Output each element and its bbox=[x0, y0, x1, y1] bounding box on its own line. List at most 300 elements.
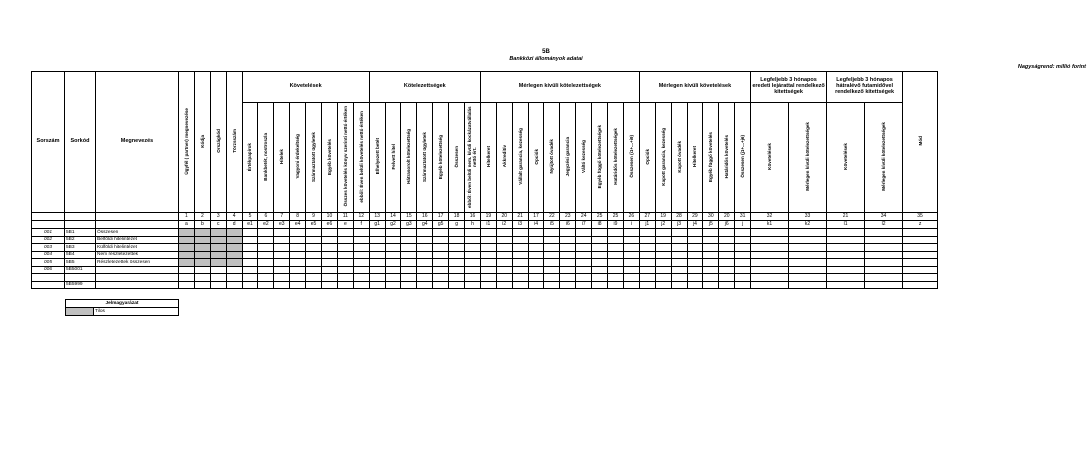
data-cell[interactable] bbox=[865, 236, 903, 244]
data-cell[interactable] bbox=[576, 281, 592, 289]
data-cell[interactable] bbox=[322, 274, 338, 282]
data-cell[interactable] bbox=[465, 281, 481, 289]
data-cell[interactable] bbox=[449, 236, 465, 244]
data-cell[interactable] bbox=[751, 244, 789, 252]
data-cell[interactable] bbox=[592, 229, 608, 237]
data-cell[interactable] bbox=[735, 236, 751, 244]
data-cell[interactable] bbox=[258, 274, 274, 282]
data-cell[interactable] bbox=[735, 229, 751, 237]
data-cell[interactable] bbox=[703, 266, 719, 274]
data-cell[interactable] bbox=[433, 281, 449, 289]
data-cell[interactable] bbox=[560, 229, 576, 237]
data-cell[interactable] bbox=[290, 259, 306, 267]
data-cell[interactable] bbox=[528, 229, 544, 237]
data-cell[interactable] bbox=[544, 229, 560, 237]
data-cell[interactable] bbox=[401, 281, 417, 289]
data-cell[interactable] bbox=[337, 236, 353, 244]
data-cell[interactable] bbox=[735, 266, 751, 274]
data-cell[interactable] bbox=[827, 244, 865, 252]
data-cell[interactable] bbox=[865, 229, 903, 237]
data-cell[interactable] bbox=[512, 229, 528, 237]
data-cell[interactable] bbox=[827, 229, 865, 237]
data-cell[interactable] bbox=[592, 259, 608, 267]
data-cell[interactable] bbox=[465, 266, 481, 274]
data-cell[interactable] bbox=[242, 244, 258, 252]
data-cell[interactable] bbox=[623, 236, 639, 244]
data-cell[interactable] bbox=[242, 229, 258, 237]
data-cell[interactable] bbox=[719, 251, 735, 259]
data-cell[interactable] bbox=[671, 259, 687, 267]
data-cell[interactable] bbox=[242, 281, 258, 289]
data-cell[interactable] bbox=[274, 236, 290, 244]
data-cell[interactable] bbox=[480, 266, 496, 274]
data-cell[interactable] bbox=[385, 229, 401, 237]
data-cell[interactable] bbox=[465, 236, 481, 244]
data-cell[interactable] bbox=[210, 266, 226, 274]
data-cell[interactable] bbox=[433, 251, 449, 259]
data-cell[interactable] bbox=[242, 274, 258, 282]
data-cell[interactable] bbox=[608, 229, 624, 237]
data-cell[interactable] bbox=[337, 274, 353, 282]
data-cell[interactable] bbox=[687, 266, 703, 274]
data-cell[interactable] bbox=[544, 281, 560, 289]
data-cell[interactable] bbox=[465, 259, 481, 267]
data-cell[interactable] bbox=[544, 236, 560, 244]
data-cell[interactable] bbox=[655, 281, 671, 289]
data-cell[interactable] bbox=[433, 236, 449, 244]
data-cell[interactable] bbox=[369, 266, 385, 274]
data-cell[interactable] bbox=[433, 266, 449, 274]
data-cell[interactable] bbox=[433, 259, 449, 267]
data-cell[interactable] bbox=[306, 229, 322, 237]
data-cell[interactable] bbox=[306, 274, 322, 282]
data-cell[interactable] bbox=[608, 274, 624, 282]
data-cell[interactable] bbox=[687, 236, 703, 244]
data-cell[interactable] bbox=[671, 236, 687, 244]
data-cell[interactable] bbox=[687, 274, 703, 282]
data-cell[interactable] bbox=[592, 274, 608, 282]
data-cell[interactable] bbox=[751, 266, 789, 274]
data-cell[interactable] bbox=[903, 236, 938, 244]
data-cell[interactable] bbox=[417, 244, 433, 252]
data-cell[interactable] bbox=[592, 266, 608, 274]
data-cell[interactable] bbox=[671, 266, 687, 274]
data-cell[interactable] bbox=[337, 266, 353, 274]
data-cell[interactable] bbox=[258, 281, 274, 289]
data-cell[interactable] bbox=[671, 244, 687, 252]
data-cell[interactable] bbox=[512, 251, 528, 259]
data-cell[interactable] bbox=[179, 274, 195, 282]
data-cell[interactable] bbox=[433, 274, 449, 282]
data-cell[interactable] bbox=[789, 251, 827, 259]
data-cell[interactable] bbox=[385, 259, 401, 267]
data-cell[interactable] bbox=[401, 244, 417, 252]
data-cell[interactable] bbox=[903, 229, 938, 237]
data-cell[interactable] bbox=[827, 236, 865, 244]
data-cell[interactable] bbox=[194, 274, 210, 282]
data-cell[interactable] bbox=[528, 244, 544, 252]
data-cell[interactable] bbox=[703, 244, 719, 252]
data-cell[interactable] bbox=[719, 259, 735, 267]
data-cell[interactable] bbox=[258, 259, 274, 267]
data-cell[interactable] bbox=[385, 251, 401, 259]
data-cell[interactable] bbox=[560, 259, 576, 267]
data-cell[interactable] bbox=[865, 244, 903, 252]
data-cell[interactable] bbox=[417, 281, 433, 289]
data-cell[interactable] bbox=[242, 236, 258, 244]
data-cell[interactable] bbox=[322, 244, 338, 252]
data-cell[interactable] bbox=[623, 274, 639, 282]
data-cell[interactable] bbox=[290, 229, 306, 237]
data-cell[interactable] bbox=[369, 259, 385, 267]
data-cell[interactable] bbox=[306, 236, 322, 244]
data-cell[interactable] bbox=[194, 281, 210, 289]
data-cell[interactable] bbox=[322, 259, 338, 267]
data-cell[interactable] bbox=[703, 236, 719, 244]
data-cell[interactable] bbox=[751, 236, 789, 244]
data-cell[interactable] bbox=[226, 274, 242, 282]
data-cell[interactable] bbox=[496, 236, 512, 244]
data-cell[interactable] bbox=[865, 274, 903, 282]
data-cell[interactable] bbox=[512, 259, 528, 267]
data-cell[interactable] bbox=[827, 259, 865, 267]
data-cell[interactable] bbox=[903, 274, 938, 282]
data-cell[interactable] bbox=[274, 229, 290, 237]
data-cell[interactable] bbox=[655, 266, 671, 274]
data-cell[interactable] bbox=[290, 244, 306, 252]
data-cell[interactable] bbox=[306, 244, 322, 252]
data-cell[interactable] bbox=[639, 244, 655, 252]
data-cell[interactable] bbox=[671, 274, 687, 282]
data-cell[interactable] bbox=[827, 274, 865, 282]
data-cell[interactable] bbox=[337, 244, 353, 252]
data-cell[interactable] bbox=[639, 266, 655, 274]
data-cell[interactable] bbox=[496, 274, 512, 282]
data-cell[interactable] bbox=[465, 244, 481, 252]
data-cell[interactable] bbox=[687, 259, 703, 267]
data-cell[interactable] bbox=[528, 266, 544, 274]
data-cell[interactable] bbox=[639, 259, 655, 267]
data-cell[interactable] bbox=[789, 281, 827, 289]
data-cell[interactable] bbox=[274, 281, 290, 289]
data-cell[interactable] bbox=[735, 274, 751, 282]
data-cell[interactable] bbox=[496, 266, 512, 274]
data-cell[interactable] bbox=[671, 229, 687, 237]
data-cell[interactable] bbox=[789, 266, 827, 274]
data-cell[interactable] bbox=[903, 251, 938, 259]
data-cell[interactable] bbox=[337, 281, 353, 289]
data-cell[interactable] bbox=[433, 244, 449, 252]
data-cell[interactable] bbox=[512, 266, 528, 274]
data-cell[interactable] bbox=[655, 259, 671, 267]
data-cell[interactable] bbox=[576, 266, 592, 274]
data-cell[interactable] bbox=[258, 236, 274, 244]
data-cell[interactable] bbox=[544, 274, 560, 282]
data-cell[interactable] bbox=[449, 229, 465, 237]
data-cell[interactable] bbox=[576, 274, 592, 282]
data-cell[interactable] bbox=[639, 251, 655, 259]
data-cell[interactable] bbox=[719, 229, 735, 237]
data-cell[interactable] bbox=[465, 251, 481, 259]
data-cell[interactable] bbox=[623, 266, 639, 274]
data-cell[interactable] bbox=[353, 259, 369, 267]
data-cell[interactable] bbox=[353, 229, 369, 237]
data-cell[interactable] bbox=[655, 251, 671, 259]
data-cell[interactable] bbox=[417, 251, 433, 259]
data-cell[interactable] bbox=[322, 236, 338, 244]
data-cell[interactable] bbox=[401, 229, 417, 237]
data-cell[interactable] bbox=[719, 236, 735, 244]
data-cell[interactable] bbox=[735, 244, 751, 252]
data-cell[interactable] bbox=[592, 236, 608, 244]
data-cell[interactable] bbox=[322, 229, 338, 237]
data-cell[interactable] bbox=[608, 244, 624, 252]
data-cell[interactable] bbox=[544, 251, 560, 259]
data-cell[interactable] bbox=[353, 236, 369, 244]
data-cell[interactable] bbox=[480, 251, 496, 259]
data-cell[interactable] bbox=[576, 259, 592, 267]
data-cell[interactable] bbox=[385, 236, 401, 244]
data-cell[interactable] bbox=[449, 281, 465, 289]
data-cell[interactable] bbox=[789, 274, 827, 282]
data-cell[interactable] bbox=[465, 274, 481, 282]
data-cell[interactable] bbox=[903, 266, 938, 274]
data-cell[interactable] bbox=[719, 281, 735, 289]
data-cell[interactable] bbox=[242, 266, 258, 274]
data-cell[interactable] bbox=[322, 266, 338, 274]
data-cell[interactable] bbox=[608, 259, 624, 267]
data-cell[interactable] bbox=[751, 251, 789, 259]
data-cell[interactable] bbox=[903, 244, 938, 252]
data-cell[interactable] bbox=[322, 251, 338, 259]
data-cell[interactable] bbox=[369, 274, 385, 282]
data-cell[interactable] bbox=[401, 236, 417, 244]
data-cell[interactable] bbox=[449, 251, 465, 259]
data-cell[interactable] bbox=[903, 259, 938, 267]
data-cell[interactable] bbox=[210, 274, 226, 282]
data-cell[interactable] bbox=[480, 281, 496, 289]
data-cell[interactable] bbox=[608, 251, 624, 259]
data-cell[interactable] bbox=[401, 259, 417, 267]
data-cell[interactable] bbox=[789, 236, 827, 244]
data-cell[interactable] bbox=[385, 281, 401, 289]
data-cell[interactable] bbox=[274, 266, 290, 274]
data-cell[interactable] bbox=[639, 236, 655, 244]
data-cell[interactable] bbox=[496, 244, 512, 252]
data-cell[interactable] bbox=[306, 281, 322, 289]
data-cell[interactable] bbox=[789, 244, 827, 252]
data-cell[interactable] bbox=[179, 266, 195, 274]
data-cell[interactable] bbox=[306, 251, 322, 259]
data-cell[interactable] bbox=[560, 266, 576, 274]
data-cell[interactable] bbox=[639, 274, 655, 282]
data-cell[interactable] bbox=[865, 251, 903, 259]
data-cell[interactable] bbox=[401, 251, 417, 259]
data-cell[interactable] bbox=[417, 259, 433, 267]
data-cell[interactable] bbox=[903, 281, 938, 289]
data-cell[interactable] bbox=[827, 281, 865, 289]
data-cell[interactable] bbox=[703, 274, 719, 282]
data-cell[interactable] bbox=[735, 259, 751, 267]
data-cell[interactable] bbox=[449, 259, 465, 267]
data-cell[interactable] bbox=[258, 266, 274, 274]
data-cell[interactable] bbox=[258, 244, 274, 252]
data-cell[interactable] bbox=[353, 244, 369, 252]
data-cell[interactable] bbox=[496, 229, 512, 237]
data-cell[interactable] bbox=[608, 281, 624, 289]
data-cell[interactable] bbox=[369, 236, 385, 244]
data-cell[interactable] bbox=[401, 266, 417, 274]
data-cell[interactable] bbox=[576, 244, 592, 252]
data-cell[interactable] bbox=[496, 251, 512, 259]
data-cell[interactable] bbox=[528, 274, 544, 282]
data-cell[interactable] bbox=[560, 274, 576, 282]
data-cell[interactable] bbox=[719, 244, 735, 252]
data-cell[interactable] bbox=[194, 266, 210, 274]
data-cell[interactable] bbox=[337, 259, 353, 267]
data-cell[interactable] bbox=[703, 229, 719, 237]
data-cell[interactable] bbox=[433, 229, 449, 237]
data-cell[interactable] bbox=[671, 281, 687, 289]
data-cell[interactable] bbox=[544, 266, 560, 274]
data-cell[interactable] bbox=[608, 236, 624, 244]
data-cell[interactable] bbox=[751, 274, 789, 282]
data-cell[interactable] bbox=[576, 251, 592, 259]
data-cell[interactable] bbox=[369, 244, 385, 252]
data-cell[interactable] bbox=[274, 259, 290, 267]
data-cell[interactable] bbox=[417, 274, 433, 282]
data-cell[interactable] bbox=[385, 274, 401, 282]
data-cell[interactable] bbox=[417, 266, 433, 274]
data-cell[interactable] bbox=[560, 281, 576, 289]
data-cell[interactable] bbox=[544, 244, 560, 252]
data-cell[interactable] bbox=[576, 229, 592, 237]
data-cell[interactable] bbox=[687, 229, 703, 237]
data-cell[interactable] bbox=[608, 266, 624, 274]
data-cell[interactable] bbox=[306, 266, 322, 274]
data-cell[interactable] bbox=[242, 259, 258, 267]
data-cell[interactable] bbox=[751, 259, 789, 267]
data-cell[interactable] bbox=[751, 281, 789, 289]
data-cell[interactable] bbox=[789, 229, 827, 237]
data-cell[interactable] bbox=[623, 229, 639, 237]
data-cell[interactable] bbox=[655, 236, 671, 244]
data-cell[interactable] bbox=[639, 229, 655, 237]
data-cell[interactable] bbox=[592, 244, 608, 252]
data-cell[interactable] bbox=[337, 251, 353, 259]
data-cell[interactable] bbox=[687, 244, 703, 252]
data-cell[interactable] bbox=[865, 259, 903, 267]
data-cell[interactable] bbox=[703, 259, 719, 267]
data-cell[interactable] bbox=[528, 281, 544, 289]
data-cell[interactable] bbox=[290, 274, 306, 282]
data-cell[interactable] bbox=[865, 266, 903, 274]
data-cell[interactable] bbox=[226, 266, 242, 274]
data-cell[interactable] bbox=[353, 281, 369, 289]
data-cell[interactable] bbox=[735, 251, 751, 259]
data-cell[interactable] bbox=[655, 244, 671, 252]
data-cell[interactable] bbox=[528, 251, 544, 259]
data-cell[interactable] bbox=[480, 236, 496, 244]
data-cell[interactable] bbox=[258, 229, 274, 237]
data-cell[interactable] bbox=[385, 266, 401, 274]
data-cell[interactable] bbox=[719, 274, 735, 282]
data-cell[interactable] bbox=[274, 274, 290, 282]
data-cell[interactable] bbox=[480, 244, 496, 252]
data-cell[interactable] bbox=[353, 251, 369, 259]
data-cell[interactable] bbox=[226, 281, 242, 289]
data-cell[interactable] bbox=[496, 259, 512, 267]
data-cell[interactable] bbox=[687, 251, 703, 259]
data-cell[interactable] bbox=[827, 251, 865, 259]
data-cell[interactable] bbox=[337, 229, 353, 237]
data-cell[interactable] bbox=[417, 229, 433, 237]
data-cell[interactable] bbox=[789, 259, 827, 267]
data-cell[interactable] bbox=[449, 274, 465, 282]
data-cell[interactable] bbox=[496, 281, 512, 289]
data-cell[interactable] bbox=[671, 251, 687, 259]
data-cell[interactable] bbox=[703, 251, 719, 259]
data-cell[interactable] bbox=[417, 236, 433, 244]
data-cell[interactable] bbox=[719, 266, 735, 274]
data-cell[interactable] bbox=[480, 229, 496, 237]
data-cell[interactable] bbox=[480, 259, 496, 267]
data-cell[interactable] bbox=[274, 251, 290, 259]
data-cell[interactable] bbox=[623, 259, 639, 267]
data-cell[interactable] bbox=[703, 281, 719, 289]
data-cell[interactable] bbox=[827, 266, 865, 274]
data-cell[interactable] bbox=[512, 236, 528, 244]
data-cell[interactable] bbox=[655, 229, 671, 237]
data-cell[interactable] bbox=[687, 281, 703, 289]
data-cell[interactable] bbox=[369, 281, 385, 289]
data-cell[interactable] bbox=[576, 236, 592, 244]
data-cell[interactable] bbox=[655, 274, 671, 282]
data-cell[interactable] bbox=[290, 236, 306, 244]
data-cell[interactable] bbox=[592, 281, 608, 289]
data-cell[interactable] bbox=[369, 229, 385, 237]
data-cell[interactable] bbox=[290, 266, 306, 274]
data-cell[interactable] bbox=[560, 251, 576, 259]
data-cell[interactable] bbox=[322, 281, 338, 289]
data-cell[interactable] bbox=[258, 251, 274, 259]
data-cell[interactable] bbox=[449, 244, 465, 252]
data-cell[interactable] bbox=[385, 244, 401, 252]
data-cell[interactable] bbox=[512, 281, 528, 289]
data-cell[interactable] bbox=[751, 229, 789, 237]
data-cell[interactable] bbox=[274, 244, 290, 252]
data-cell[interactable] bbox=[210, 281, 226, 289]
data-cell[interactable] bbox=[639, 281, 655, 289]
data-cell[interactable] bbox=[735, 281, 751, 289]
data-cell[interactable] bbox=[512, 244, 528, 252]
data-cell[interactable] bbox=[512, 274, 528, 282]
data-cell[interactable] bbox=[401, 274, 417, 282]
data-cell[interactable] bbox=[592, 251, 608, 259]
data-cell[interactable] bbox=[560, 236, 576, 244]
data-cell[interactable] bbox=[623, 244, 639, 252]
data-cell[interactable] bbox=[179, 281, 195, 289]
data-cell[interactable] bbox=[290, 281, 306, 289]
data-cell[interactable] bbox=[306, 259, 322, 267]
data-cell[interactable] bbox=[544, 259, 560, 267]
data-cell[interactable] bbox=[242, 251, 258, 259]
data-cell[interactable] bbox=[865, 281, 903, 289]
data-cell[interactable] bbox=[465, 229, 481, 237]
data-cell[interactable] bbox=[290, 251, 306, 259]
data-cell[interactable] bbox=[353, 266, 369, 274]
data-cell[interactable] bbox=[353, 274, 369, 282]
